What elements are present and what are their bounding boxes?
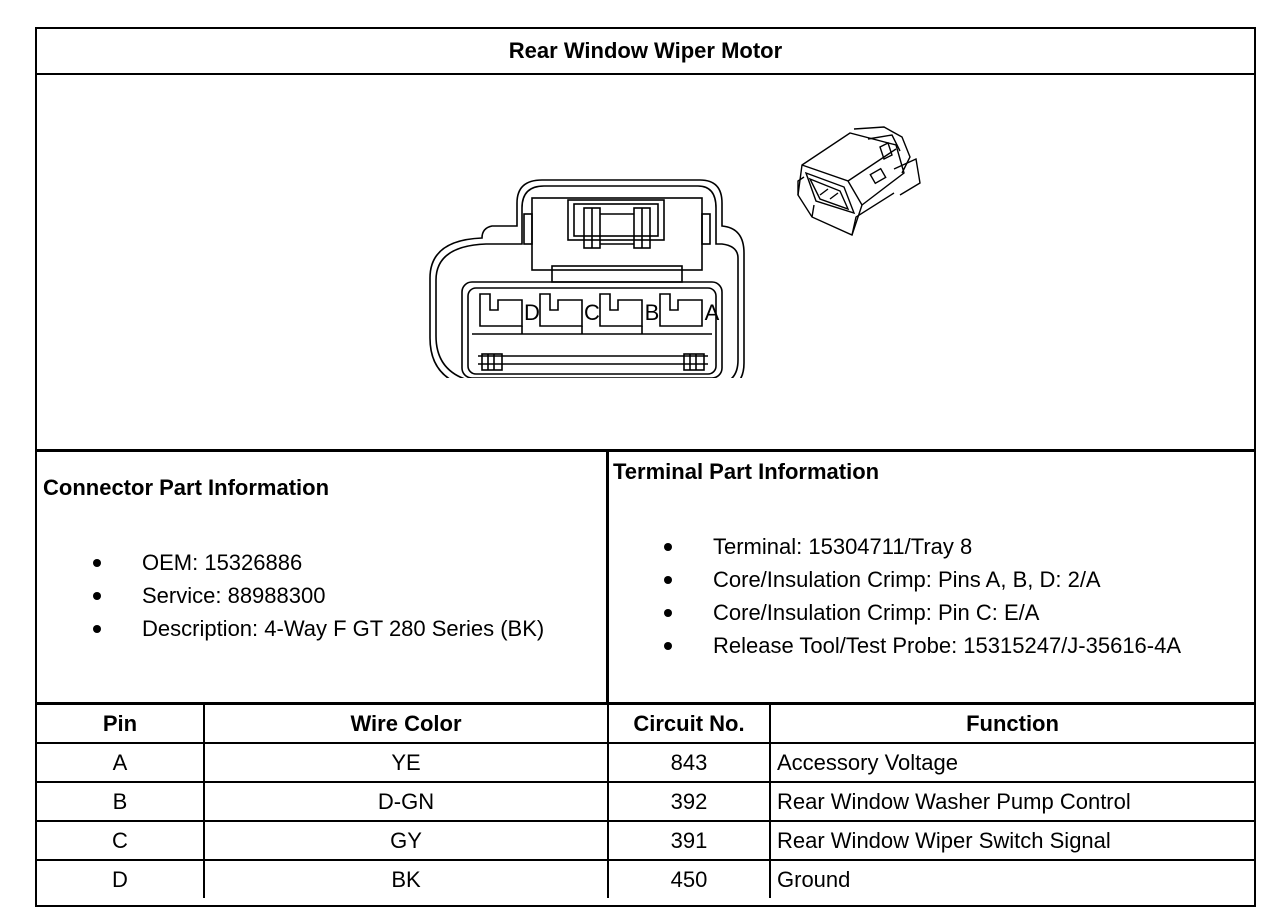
- connector-service: Service: 88988300: [142, 583, 326, 608]
- cell-wire-color: YE: [204, 743, 608, 782]
- cell-function: Accessory Voltage: [770, 743, 1254, 782]
- connector-part-info: [37, 452, 609, 702]
- terminal-part-info: [609, 452, 1254, 702]
- part-information: [37, 452, 1254, 705]
- connector-description: Description: 4-Way F GT 280 Series (BK): [142, 616, 545, 641]
- page-title: Rear Window Wiper Motor: [37, 29, 1254, 75]
- bullet-icon: [93, 559, 101, 567]
- cell-wire-color: GY: [204, 821, 608, 860]
- connector-info-list: [37, 546, 544, 645]
- list-item: [609, 530, 1181, 563]
- cavity-label-d: D: [524, 300, 540, 325]
- bullet-icon: [664, 543, 672, 551]
- crimp-c: Core/Insulation Crimp: Pin C: E/A: [713, 600, 1040, 625]
- header-pin: Pin: [37, 705, 204, 743]
- cell-circuit: 391: [608, 821, 770, 860]
- connector-isometric-icon: [792, 125, 932, 240]
- bullet-icon: [93, 592, 101, 600]
- header-function: Function: [770, 705, 1254, 743]
- cell-pin: D: [37, 860, 204, 898]
- table-row: [37, 743, 1254, 782]
- pin-table: [37, 705, 1254, 898]
- bullet-icon: [664, 642, 672, 650]
- cell-wire-color: D-GN: [204, 782, 608, 821]
- list-item: [609, 563, 1181, 596]
- cell-pin: A: [37, 743, 204, 782]
- list-item: [37, 612, 544, 645]
- list-item: [609, 629, 1181, 662]
- cell-pin: B: [37, 782, 204, 821]
- bullet-icon: [93, 625, 101, 633]
- cell-function: Rear Window Wiper Switch Signal: [770, 821, 1254, 860]
- cell-function: Rear Window Washer Pump Control: [770, 782, 1254, 821]
- header-circuit: Circuit No.: [608, 705, 770, 743]
- cell-function: Ground: [770, 860, 1254, 898]
- cell-circuit: 392: [608, 782, 770, 821]
- cavity-label-a: A: [704, 300, 720, 325]
- bullet-icon: [664, 576, 672, 584]
- release-tool: Release Tool/Test Probe: 15315247/J-35616-4A: [713, 633, 1182, 658]
- cell-circuit: 450: [608, 860, 770, 898]
- cell-wire-color: BK: [204, 860, 608, 898]
- cavity-label-b: B: [644, 300, 660, 325]
- cell-circuit: 843: [608, 743, 770, 782]
- table-row: [37, 782, 1254, 821]
- list-item: [37, 579, 544, 612]
- cell-pin: C: [37, 821, 204, 860]
- cavity-label-c: C: [584, 300, 600, 325]
- crimp-abd: Core/Insulation Crimp: Pins A, B, D: 2/A: [713, 567, 1101, 592]
- list-item: [609, 596, 1181, 629]
- connector-sheet: [35, 27, 1256, 907]
- terminal-info-heading: Terminal Part Information: [613, 459, 880, 484]
- terminal-number: Terminal: 15304711/Tray 8: [713, 534, 973, 559]
- connector-info-heading: Connector Part Information: [43, 475, 330, 500]
- header-wire-color: Wire Color: [204, 705, 608, 743]
- connector-face-icon: [422, 148, 752, 378]
- table-row: [37, 821, 1254, 860]
- table-header-row: [37, 705, 1254, 743]
- connector-diagram: [37, 73, 1254, 452]
- connector-oem: OEM: 15326886: [142, 550, 303, 575]
- list-item: [37, 546, 544, 579]
- terminal-info-list: [609, 530, 1181, 662]
- bullet-icon: [664, 609, 672, 617]
- table-row: [37, 860, 1254, 898]
